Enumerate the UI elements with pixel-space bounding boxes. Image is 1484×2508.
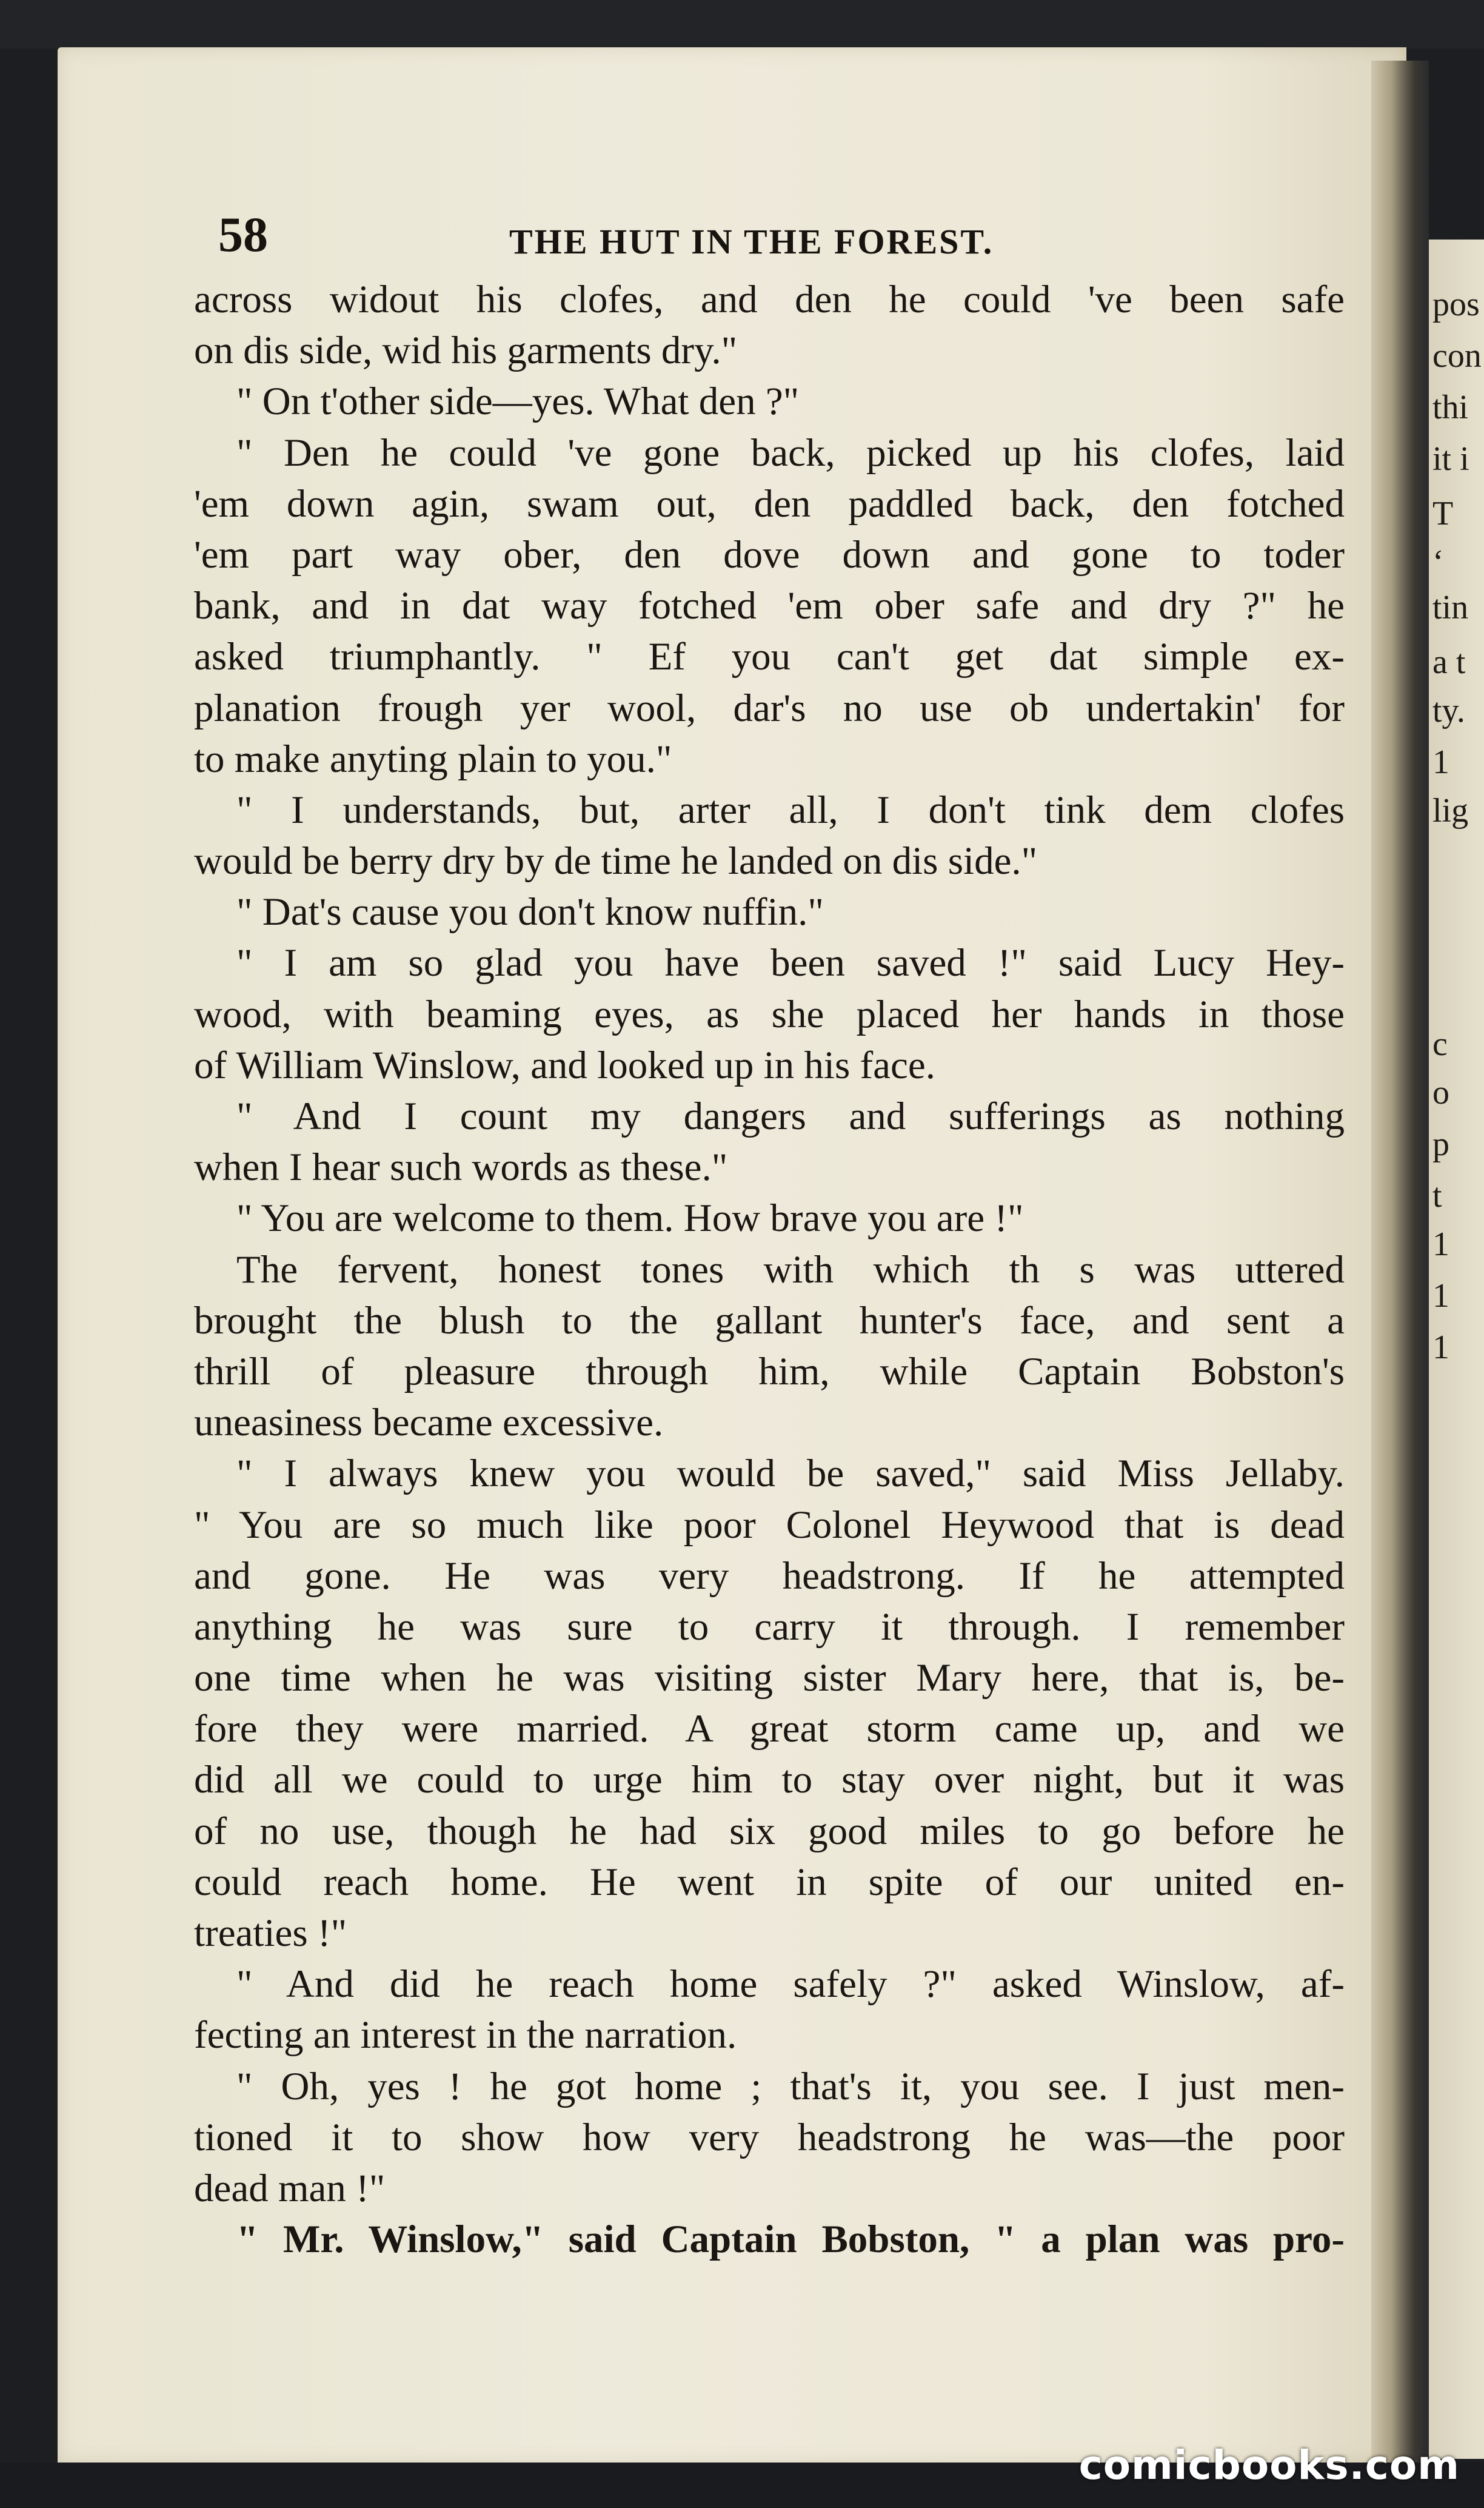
facing-page-fragment: 1 [1432, 743, 1449, 781]
facing-page-fragment: lig [1432, 792, 1469, 830]
text-line: asked triumphantly. " Ef you can't get dat simple ex- [194, 635, 1345, 679]
facing-page-fragment: a t [1432, 643, 1466, 681]
text-line: " I understands, but, arter all, I don't tink dem clofes [236, 788, 1345, 832]
text-line: brought the blush to the gallant hunter's face, and sent a [194, 1298, 1345, 1343]
text-line: anything he was sure to carry it through. I remember [194, 1604, 1345, 1649]
text-line: " Oh, yes ! he got home ; that's it, you see. I just men- [236, 2064, 1345, 2108]
text-line: " You are so much like poor Colonel Heywood that is dead [194, 1503, 1345, 1547]
facing-page-fragment: o [1432, 1074, 1449, 1112]
facing-page-fragment: tin [1432, 589, 1469, 626]
facing-page-fragment: ‘ [1432, 543, 1444, 581]
text-line: " Den he could 've gone back, picked up his clofes, laid [236, 431, 1345, 475]
text-line: across widout his clofes, and den he could 've been safe [194, 278, 1345, 321]
text-line: 'em down agin, swam out, den paddled back, den fotched [194, 481, 1345, 526]
running-head: THE HUT IN THE FOREST. [509, 222, 994, 261]
facing-page-fragment: 1 [1432, 1329, 1449, 1366]
text-line: would be berry dry by de time he landed on dis side." [194, 839, 1038, 884]
text-line: bank, and in dat way fotched 'em ober safe and dry ?" he [194, 584, 1345, 628]
text-line: dead man !" [194, 2166, 386, 2210]
text-line: " And did he reach home safely ?" asked Winslow, af- [236, 1962, 1345, 2007]
text-line: of no use, though he had six good miles to go before he [194, 1809, 1345, 1853]
facing-page-fragment: 1 [1432, 1226, 1449, 1263]
text-line: uneasiness became excessive. [194, 1401, 664, 1445]
text-line: fecting an interest in the narration. [194, 2013, 737, 2057]
facing-page-edge [1429, 240, 1484, 2459]
text-line: " You are welcome to them. How brave you are !" [236, 1196, 1024, 1241]
watermark: comicbooks.com [1078, 2442, 1460, 2489]
text-line: " I always knew you would be saved," said Miss Jellaby. [236, 1452, 1345, 1496]
page-number: 58 [218, 207, 268, 262]
facing-page-fragment: ty. [1432, 692, 1465, 729]
facing-page-fragment: pos [1432, 286, 1480, 323]
text-line: " And I count my dangers and sufferings as nothing [236, 1095, 1345, 1138]
text-line: one time when he was visiting sister Mary here, that is, be- [194, 1656, 1345, 1700]
text-line: planation frough yer wool, dar's no use ob undertakin' for [194, 686, 1345, 730]
text-line: did all we could to urge him to stay over night, but it was [194, 1758, 1345, 1802]
text-line: when I hear such words as these." [194, 1145, 728, 1190]
text-line: The fervent, honest tones with which th s was uttered [236, 1247, 1345, 1292]
text-line: tioned it to show how very headstrong he was—the poor [194, 2115, 1345, 2159]
text-line: to make anyting plain to you." [194, 737, 672, 781]
text-line: " On t'other side—yes. What den ?" [236, 380, 800, 424]
text-line: fore they were married. A great storm came up, and we [194, 1707, 1345, 1751]
text-line: " Dat's cause you don't know nuffin." [236, 890, 824, 934]
text-line: wood, with beaming eyes, as she placed her hands in those [194, 992, 1345, 1036]
text-line: and gone. He was very headstrong. If he attempted [194, 1554, 1345, 1598]
text-line: on dis side, wid his garments dry." [194, 329, 738, 373]
body-text [194, 274, 1345, 2265]
text-line: 'em part way ober, den dove down and gone to toder [194, 532, 1345, 577]
facing-page-fragment: T [1432, 495, 1454, 532]
facing-page-fragment: t [1432, 1177, 1442, 1215]
book-gutter [1371, 61, 1429, 2465]
text-line: treaties !" [194, 1911, 347, 1955]
text-line: could reach home. He went in spite of our united en- [194, 1860, 1345, 1904]
text-line: of William Winslow, and looked up in his face. [194, 1043, 935, 1087]
facing-page-fragment: thi [1432, 389, 1469, 426]
facing-page-fragment: 1 [1432, 1277, 1449, 1315]
facing-page-fragment: c [1432, 1025, 1448, 1063]
backdrop [0, 0, 1484, 49]
facing-page-fragment: it i [1432, 440, 1469, 478]
text-line: thrill of pleasure through him, while Captain Bobston's [194, 1349, 1345, 1393]
facing-page-fragment: con [1432, 337, 1482, 375]
text-line: " Mr. Winslow," said Captain Bobston, " a plan was pro- [236, 2218, 1345, 2262]
facing-page-fragment: p [1432, 1125, 1449, 1163]
text-line: " I am so glad you have been saved !" said Lucy Hey- [236, 941, 1345, 985]
